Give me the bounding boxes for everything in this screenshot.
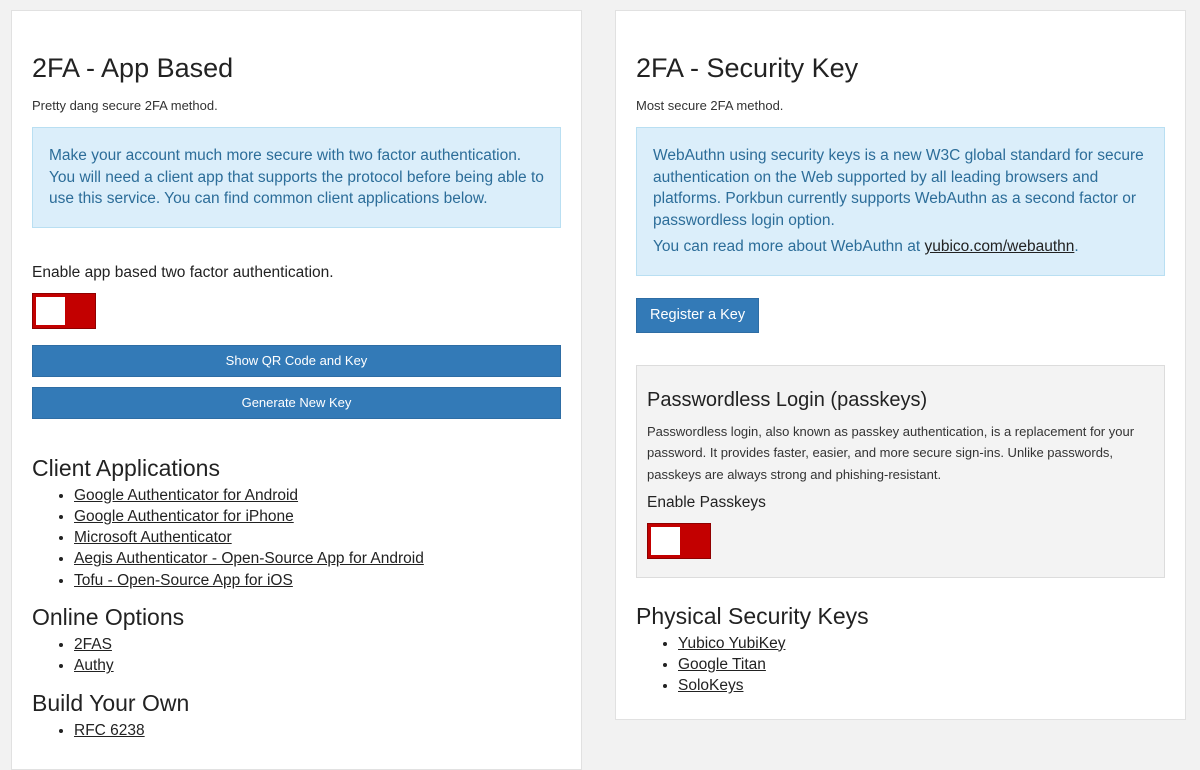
build-your-own-heading: Build Your Own	[32, 689, 190, 716]
online-options-heading: Online Options	[32, 603, 185, 630]
app-2fa-info-text: Make your account much more secure with two factor authentication. You will need a client app that supports the protocol before being able to use this service. You can find common client applications below.	[49, 147, 544, 207]
app-2fa-title: 2FA - App Based	[32, 53, 234, 83]
build-your-own-list	[32, 720, 561, 741]
passkeys-heading: Passwordless Login (passkeys)	[647, 388, 928, 411]
client-applications-list	[32, 485, 561, 591]
list-item	[74, 485, 561, 506]
online-option-link[interactable]: 2FAS	[74, 635, 112, 653]
client-applications-heading: Client Applications	[32, 454, 220, 481]
client-app-link[interactable]: Tofu - Open-Source App for iOS	[74, 571, 293, 589]
physical-keys-list	[636, 633, 1165, 697]
physical-key-link[interactable]: SoloKeys	[678, 677, 744, 695]
list-item	[678, 654, 1165, 675]
list-item	[678, 633, 1165, 654]
app-2fa-toggle[interactable]	[32, 293, 96, 329]
yubico-webauthn-link[interactable]: yubico.com/webauthn	[924, 238, 1075, 255]
toggle-knob	[651, 527, 680, 555]
physical-key-link[interactable]: Google Titan	[678, 655, 766, 673]
webauthn-more-prefix: You can read more about WebAuthn at	[653, 238, 925, 255]
app-2fa-info-box	[32, 127, 561, 228]
list-item	[74, 720, 561, 741]
security-key-title: 2FA - Security Key	[636, 53, 859, 83]
app-2fa-subtitle: Pretty dang secure 2FA method.	[32, 98, 218, 113]
client-app-link[interactable]: Google Authenticator for iPhone	[74, 507, 294, 525]
list-item	[74, 634, 561, 655]
online-options-list	[32, 634, 561, 677]
physical-keys-heading: Physical Security Keys	[636, 602, 869, 629]
client-app-link[interactable]: Google Authenticator for Android	[74, 486, 299, 504]
enable-passkeys-label: Enable Passkeys	[647, 494, 766, 511]
toggle-knob	[36, 297, 65, 325]
security-key-2fa-panel	[615, 10, 1186, 720]
enable-app-2fa-label: Enable app based two factor authentication.	[32, 263, 334, 281]
client-app-link[interactable]: Aegis Authenticator - Open-Source App for Android	[74, 550, 424, 568]
webauthn-info-box	[636, 127, 1165, 276]
webauthn-info-text: WebAuthn using security keys is a new W3C global standard for secure authentication on the Web supported by all leading browsers and platforms. Porkbun currently supports WebAuthn as a second factor or passwordless login option.	[653, 147, 1144, 229]
client-app-link[interactable]: Microsoft Authenticator	[74, 529, 232, 547]
rfc-link[interactable]: RFC 6238	[74, 721, 145, 739]
list-item	[74, 655, 561, 676]
generate-new-key-button[interactable]: Generate New Key	[32, 387, 561, 419]
passkeys-toggle[interactable]	[647, 523, 711, 559]
list-item	[74, 506, 561, 527]
webauthn-more-text	[653, 236, 1148, 258]
list-item	[74, 527, 561, 548]
passkeys-box	[636, 365, 1165, 578]
webauthn-more-suffix: .	[1074, 238, 1079, 255]
list-item	[74, 570, 561, 591]
app-based-2fa-panel	[11, 10, 582, 770]
physical-key-link[interactable]: Yubico YubiKey	[678, 634, 786, 652]
list-item	[678, 675, 1165, 696]
register-key-button[interactable]: Register a Key	[636, 298, 759, 333]
list-item	[74, 548, 561, 569]
security-key-subtitle: Most secure 2FA method.	[636, 98, 784, 113]
online-option-link[interactable]: Authy	[74, 657, 114, 675]
passkeys-description: Passwordless login, also known as passkey authentication, is a replacement for your password. It provides faster, easier, and more secure sign-ins. Unlike passwords, passkeys are always strong and phishing-resistant.	[647, 423, 1135, 482]
show-qr-code-button[interactable]: Show QR Code and Key	[32, 345, 561, 377]
